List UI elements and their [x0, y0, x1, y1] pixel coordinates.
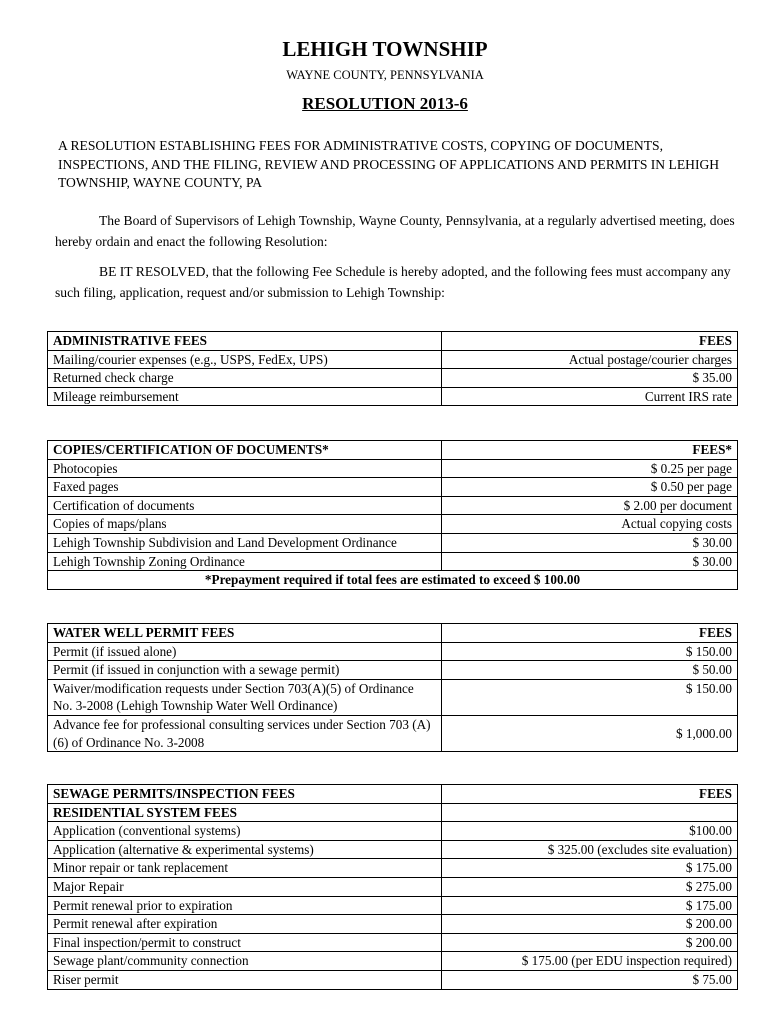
sewage-fees-table [47, 784, 738, 990]
fee-amount: $ 1,000.00 [442, 715, 738, 751]
table-row [48, 496, 738, 515]
table-row [48, 369, 738, 388]
table-header-row [48, 332, 738, 351]
resolution-number: RESOLUTION 2013-6 [302, 94, 468, 113]
fee-column-header: FEES [442, 332, 738, 351]
table-row [48, 952, 738, 971]
fee-column-header: FEES [442, 785, 738, 804]
intro-paragraph: The Board of Supervisors of Lehigh Township, Wayne County, Pennsylvania, at a regularly advertised meeting, does hereby ordain and enact the following Resolution: [55, 213, 735, 249]
fee-item: Lehigh Township Subdivision and Land Development Ordinance [48, 533, 442, 552]
table-header-row [48, 624, 738, 643]
fee-amount: $ 150.00 [442, 642, 738, 661]
fee-amount: Actual copying costs [442, 515, 738, 534]
table-subheader-row [48, 803, 738, 822]
fee-amount: Current IRS rate [442, 387, 738, 406]
table-row [48, 661, 738, 680]
fee-amount: $ 175.00 (per EDU inspection required) [442, 952, 738, 971]
fee-item: Major Repair [48, 877, 442, 896]
table-note-row [48, 571, 738, 590]
table-row [48, 642, 738, 661]
fee-amount: Actual postage/courier charges [442, 350, 738, 369]
table-row [48, 715, 738, 751]
fee-item: Minor repair or tank replacement [48, 859, 442, 878]
fee-item: Permit renewal after expiration [48, 915, 442, 934]
fee-item: Copies of maps/plans [48, 515, 442, 534]
table-row [48, 478, 738, 497]
fee-amount: $ 175.00 [442, 896, 738, 915]
table-header-row [48, 785, 738, 804]
fee-item: Mileage reimbursement [48, 387, 442, 406]
fee-item: Application (alternative & experimental systems) [48, 840, 442, 859]
fee-amount: $ 275.00 [442, 877, 738, 896]
fee-item: Waiver/modification requests under Section 703(A)(5) of Ordinance No. 3-2008 (Lehigh Township Water Well Ordinance) [48, 679, 442, 715]
table-row [48, 915, 738, 934]
prepayment-note: *Prepayment required if total fees are estimated to exceed $ 100.00 [48, 571, 738, 590]
county-subtitle: WAYNE COUNTY, PENNSYLVANIA [286, 68, 484, 82]
fee-amount: $ 0.25 per page [442, 459, 738, 478]
table-row [48, 533, 738, 552]
table-row [48, 896, 738, 915]
fee-item: Certification of documents [48, 496, 442, 515]
fee-item: Sewage plant/community connection [48, 952, 442, 971]
table-row [48, 933, 738, 952]
fee-amount: $ 35.00 [442, 369, 738, 388]
table-title: SEWAGE PERMITS/INSPECTION FEES [48, 785, 442, 804]
fee-amount: $ 50.00 [442, 661, 738, 680]
table-row [48, 552, 738, 571]
resolved-paragraph: BE IT RESOLVED, that the following Fee Schedule is hereby adopted, and the following fees must accompany any such filing, application, request and/or submission to Lehigh Township: [55, 264, 731, 300]
fee-item: Lehigh Township Zoning Ordinance [48, 552, 442, 571]
table-title: WATER WELL PERMIT FEES [48, 624, 442, 643]
table-title: COPIES/CERTIFICATION OF DOCUMENTS* [48, 441, 442, 460]
table-row [48, 350, 738, 369]
fee-amount: $ 75.00 [442, 970, 738, 989]
fee-item: Permit renewal prior to expiration [48, 896, 442, 915]
fee-item: Final inspection/permit to construct [48, 933, 442, 952]
table-row [48, 970, 738, 989]
township-title: LEHIGH TOWNSHIP [282, 37, 488, 61]
fee-item: Permit (if issued in conjunction with a sewage permit) [48, 661, 442, 680]
copies-fees-table [47, 440, 738, 590]
water-well-fees-table [47, 623, 738, 752]
fee-amount: $ 0.50 per page [442, 478, 738, 497]
empty-cell [442, 803, 738, 822]
fee-amount: $ 30.00 [442, 552, 738, 571]
table-row [48, 840, 738, 859]
fee-item: Returned check charge [48, 369, 442, 388]
fee-item: Advance fee for professional consulting services under Section 703 (A) (6) of Ordinance No. 3-2008 [48, 715, 442, 751]
fee-item: Application (conventional systems) [48, 822, 442, 841]
fee-amount: $ 200.00 [442, 915, 738, 934]
table-row [48, 822, 738, 841]
fee-amount: $100.00 [442, 822, 738, 841]
fee-amount: $ 175.00 [442, 859, 738, 878]
table-row [48, 679, 738, 715]
table-row [48, 859, 738, 878]
fee-item: Mailing/courier expenses (e.g., USPS, FedEx, UPS) [48, 350, 442, 369]
fee-item: Photocopies [48, 459, 442, 478]
table-row [48, 877, 738, 896]
table-title: ADMINISTRATIVE FEES [48, 332, 442, 351]
fee-amount: $ 2.00 per document [442, 496, 738, 515]
fee-item: Faxed pages [48, 478, 442, 497]
table-row [48, 515, 738, 534]
fee-amount: $ 200.00 [442, 933, 738, 952]
resolution-heading: A RESOLUTION ESTABLISHING FEES FOR ADMINISTRATIVE COSTS, COPYING OF DOCUMENTS, INSPECTIONS, AND THE FILING, REVIEW AND PROCESSING OF APPLICATIONS AND PERMITS IN LEHIGH TOWNSHIP, WAYNE COUNTY, PA [58, 138, 720, 190]
fee-amount: $ 325.00 (excludes site evaluation) [442, 840, 738, 859]
fee-column-header: FEES* [442, 441, 738, 460]
table-header-row [48, 441, 738, 460]
fee-column-header: FEES [442, 624, 738, 643]
table-subtitle: RESIDENTIAL SYSTEM FEES [48, 803, 442, 822]
administrative-fees-table [47, 331, 738, 406]
fee-item: Permit (if issued alone) [48, 642, 442, 661]
fee-amount: $ 30.00 [442, 533, 738, 552]
table-row [48, 459, 738, 478]
table-row [48, 387, 738, 406]
fee-item: Riser permit [48, 970, 442, 989]
fee-amount: $ 150.00 [442, 679, 738, 715]
